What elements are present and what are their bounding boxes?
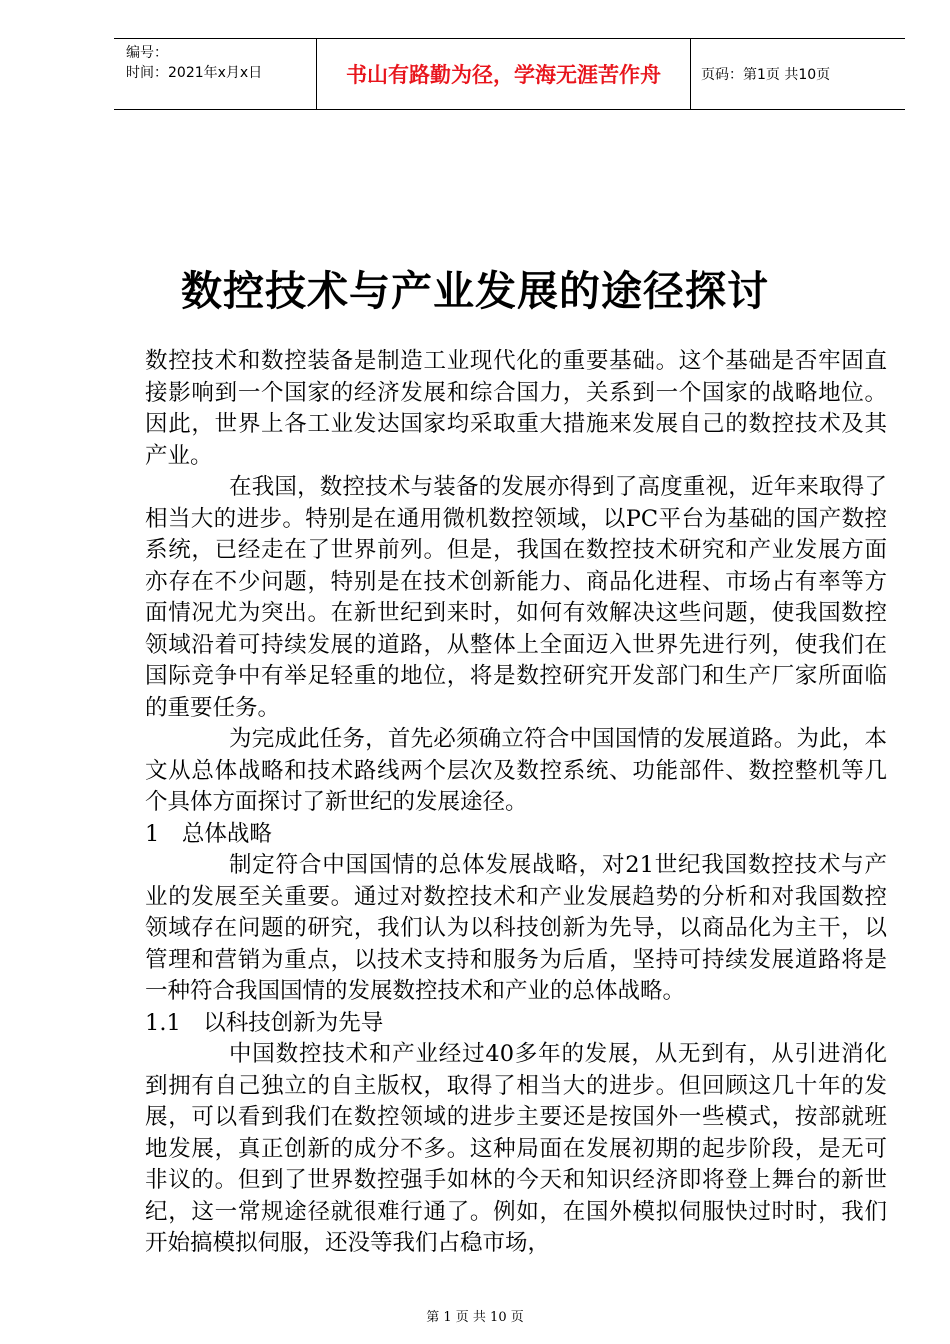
header-meta — [114, 39, 316, 109]
serial-label: 编号： — [126, 45, 168, 61]
subsection-heading: 1.1 以科技创新为先导 — [145, 1009, 384, 1036]
document-body — [145, 346, 887, 1260]
page-footer: 第 1 页 共 10 页 — [426, 1310, 524, 1325]
header-page-number: 页码：第1页 共10页 — [701, 67, 831, 83]
header-motto: 书山有路勤为径，学海无涯苦作舟 — [316, 39, 691, 109]
document-title: 数控技术与产业发展的途径探讨 — [181, 267, 769, 315]
paragraph: 数控技术和数控装备是制造工业现代化的重要基础。这个基础是否牢固直接影响到一个国家的经济发展和综合国力，关系到一个国家的战略地位。因此，世界上各工业发达国家均采取重大措施来发展自己的数控技术及其产业。 — [145, 348, 887, 469]
paragraph: 在我国，数控技术与装备的发展亦得到了高度重视，近年来取得了相当大的进步。特别是在通用微机数控领域，以PC平台为基础的国产数控系统，已经走在了世界前列。但是，我国在数控技术研究和产业发展方面亦存在不少问题，特别是在技术创新能力、商品化进程、市场占有率等方面情况尤为突出。在新世纪到来时，如何有效解决这些问题，使我国数控领域沿着可持续发展的道路，从整体上全面迈入世界先进行列，使我们在国际竞争中有举足轻重的地位，将是数控研究开发部门和生产厂家所面临的重要任务。 — [145, 474, 887, 721]
paragraph: 为完成此任务，首先必须确立符合中国国情的发展道路。为此，本文从总体战略和技术路线两个层次及数控系统、功能部件、数控整机等几个具体方面探讨了新世纪的发展途径。 — [145, 726, 887, 815]
paragraph: 制定符合中国国情的总体发展战略，对21世纪我国数控技术与产业的发展至关重要。通过对数控技术和产业发展趋势的分析和对我国数控领域存在问题的研究，我们认为以科技创新为先导，以商品化为主干，以管理和营销为重点，以技术支持和服务为后盾，坚持可持续发展道路将是一种符合我国国情的发展数控技术和产业的总体战略。 — [145, 852, 887, 1004]
paragraph: 中国数控技术和产业经过40多年的发展，从无到有，从引进消化到拥有自己独立的自主版权，取得了相当大的进步。但回顾这几十年的发展，可以看到我们在数控领域的进步主要还是按国外一些模式，按部就班地发展，真正创新的成分不多。这种局面在发展初期的起步阶段，是无可非议的。但到了世界数控强手如林的今天和知识经济即将登上舞台的新世纪，这一常规途径就很难行通了。例如，在国外模拟伺服快过时时，我们开始搞模拟伺服，还没等我们占稳市场， — [145, 1041, 887, 1256]
header-table — [114, 38, 905, 110]
section-heading: 1 总体战略 — [145, 820, 272, 847]
time-label: 时间：2021年x月x日 — [126, 65, 263, 81]
